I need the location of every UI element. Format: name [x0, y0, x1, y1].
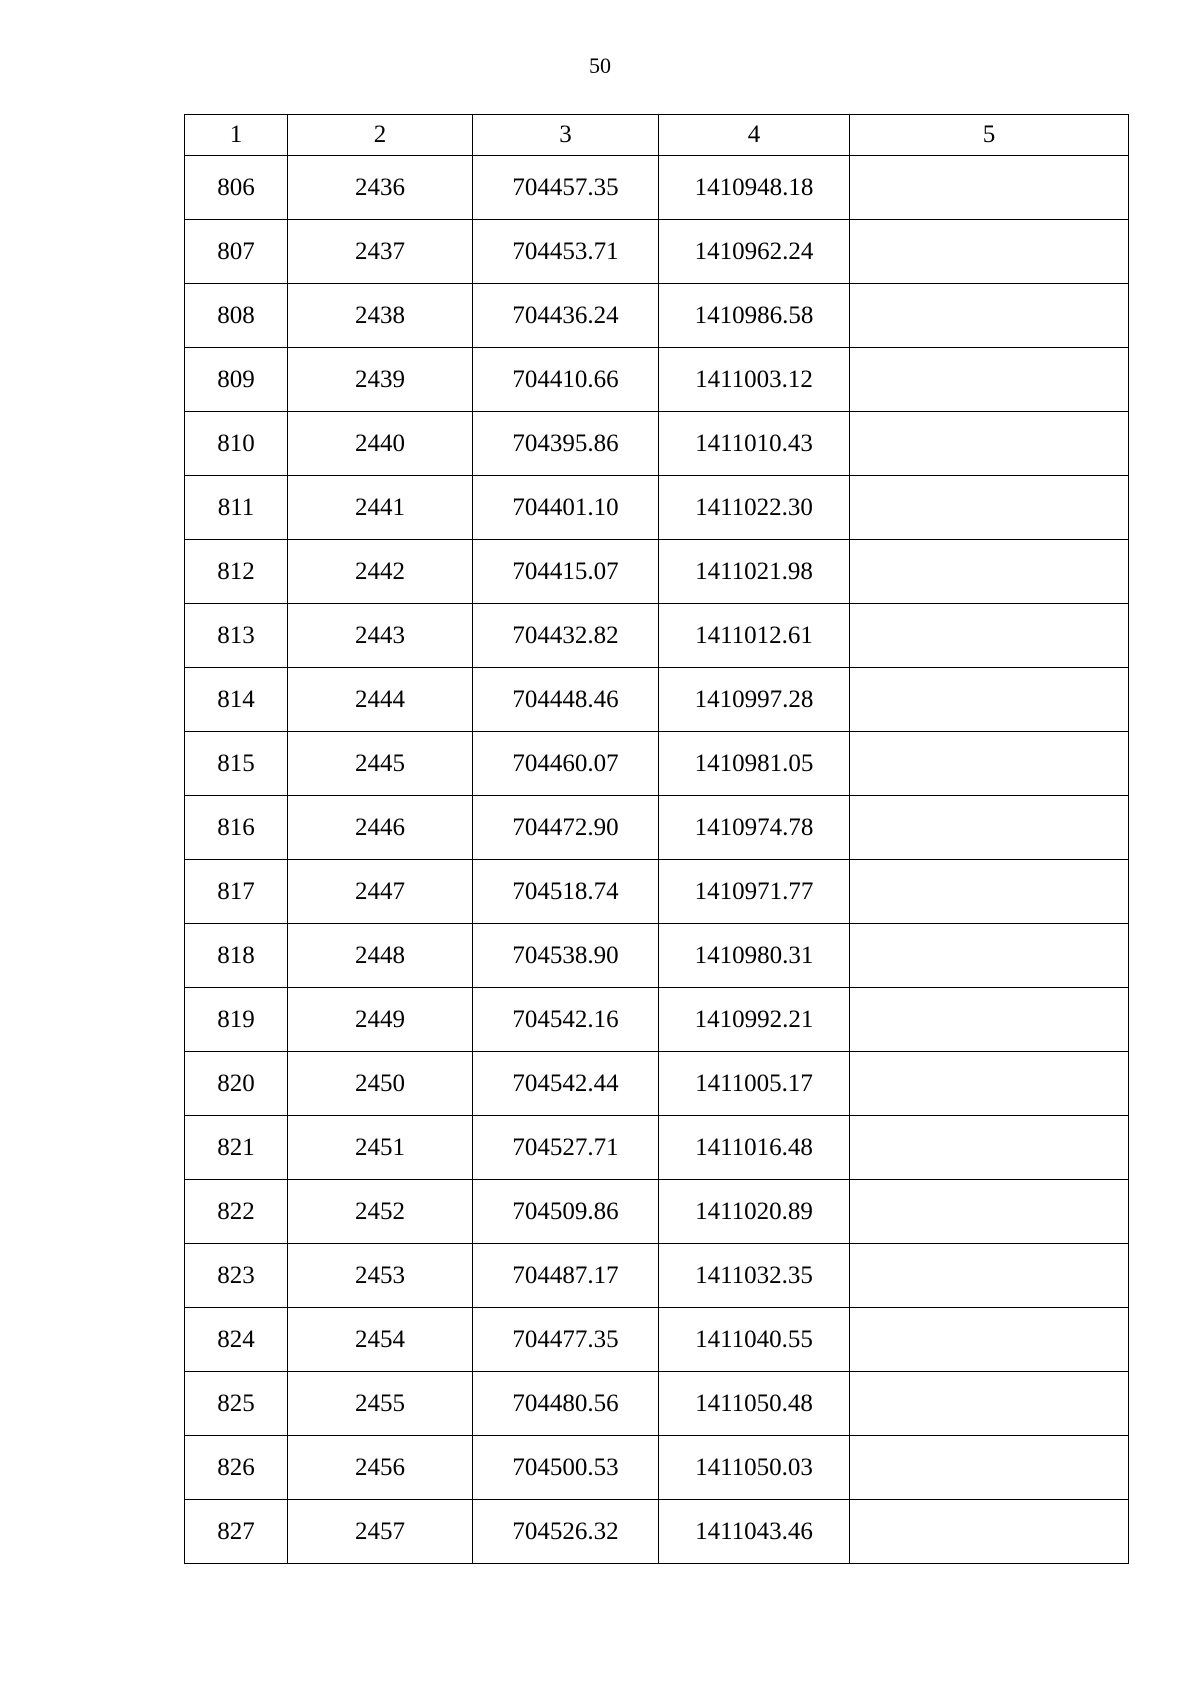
- table-row: [185, 668, 1129, 732]
- table-row: [185, 412, 1129, 476]
- table-row: [185, 1372, 1129, 1436]
- x-coordinate-cell: 704526.32: [473, 1500, 659, 1564]
- table-row: [185, 1180, 1129, 1244]
- note-cell: [850, 1372, 1129, 1436]
- point-number-cell: 818: [185, 924, 288, 988]
- point-number-cell: 812: [185, 540, 288, 604]
- note-cell: [850, 668, 1129, 732]
- x-coordinate-cell: 704509.86: [473, 1180, 659, 1244]
- station-number-cell: 2440: [288, 412, 473, 476]
- note-cell: [850, 156, 1129, 220]
- y-coordinate-cell: 1410974.78: [659, 796, 850, 860]
- x-coordinate-cell: 704460.07: [473, 732, 659, 796]
- y-coordinate-cell: 1410986.58: [659, 284, 850, 348]
- x-coordinate-cell: 704480.56: [473, 1372, 659, 1436]
- station-number-cell: 2451: [288, 1116, 473, 1180]
- note-cell: [850, 796, 1129, 860]
- station-number-cell: 2436: [288, 156, 473, 220]
- table-row: [185, 988, 1129, 1052]
- note-cell: [850, 284, 1129, 348]
- point-number-cell: 822: [185, 1180, 288, 1244]
- y-coordinate-cell: 1411050.48: [659, 1372, 850, 1436]
- x-coordinate-cell: 704457.35: [473, 156, 659, 220]
- point-number-cell: 816: [185, 796, 288, 860]
- note-cell: [850, 476, 1129, 540]
- x-coordinate-cell: 704415.07: [473, 540, 659, 604]
- point-number-cell: 813: [185, 604, 288, 668]
- point-number-cell: 817: [185, 860, 288, 924]
- station-number-cell: 2443: [288, 604, 473, 668]
- column-header-2: 2: [288, 115, 473, 156]
- x-coordinate-cell: 704477.35: [473, 1308, 659, 1372]
- note-cell: [850, 1116, 1129, 1180]
- point-number-cell: 811: [185, 476, 288, 540]
- y-coordinate-cell: 1411040.55: [659, 1308, 850, 1372]
- station-number-cell: 2441: [288, 476, 473, 540]
- station-number-cell: 2442: [288, 540, 473, 604]
- x-coordinate-cell: 704432.82: [473, 604, 659, 668]
- column-header-4: 4: [659, 115, 850, 156]
- x-coordinate-cell: 704542.16: [473, 988, 659, 1052]
- x-coordinate-cell: 704401.10: [473, 476, 659, 540]
- note-cell: [850, 1500, 1129, 1564]
- station-number-cell: 2438: [288, 284, 473, 348]
- station-number-cell: 2446: [288, 796, 473, 860]
- table-row: [185, 732, 1129, 796]
- y-coordinate-cell: 1411016.48: [659, 1116, 850, 1180]
- note-cell: [850, 1244, 1129, 1308]
- y-coordinate-cell: 1411003.12: [659, 348, 850, 412]
- x-coordinate-cell: 704518.74: [473, 860, 659, 924]
- note-cell: [850, 604, 1129, 668]
- station-number-cell: 2449: [288, 988, 473, 1052]
- y-coordinate-cell: 1410981.05: [659, 732, 850, 796]
- station-number-cell: 2444: [288, 668, 473, 732]
- x-coordinate-cell: 704436.24: [473, 284, 659, 348]
- table-header-row: [185, 115, 1129, 156]
- table-row: [185, 860, 1129, 924]
- station-number-cell: 2445: [288, 732, 473, 796]
- note-cell: [850, 348, 1129, 412]
- table-row: [185, 1500, 1129, 1564]
- table-row: [185, 796, 1129, 860]
- table-row: [185, 1052, 1129, 1116]
- station-number-cell: 2439: [288, 348, 473, 412]
- point-number-cell: 821: [185, 1116, 288, 1180]
- column-header-1: 1: [185, 115, 288, 156]
- y-coordinate-cell: 1411043.46: [659, 1500, 850, 1564]
- station-number-cell: 2437: [288, 220, 473, 284]
- station-number-cell: 2450: [288, 1052, 473, 1116]
- point-number-cell: 815: [185, 732, 288, 796]
- note-cell: [850, 732, 1129, 796]
- table-body: [185, 156, 1129, 1564]
- station-number-cell: 2457: [288, 1500, 473, 1564]
- y-coordinate-cell: 1410971.77: [659, 860, 850, 924]
- table-row: [185, 540, 1129, 604]
- x-coordinate-cell: 704542.44: [473, 1052, 659, 1116]
- note-cell: [850, 988, 1129, 1052]
- x-coordinate-cell: 704453.71: [473, 220, 659, 284]
- table-row: [185, 348, 1129, 412]
- x-coordinate-cell: 704500.53: [473, 1436, 659, 1500]
- y-coordinate-cell: 1411010.43: [659, 412, 850, 476]
- note-cell: [850, 220, 1129, 284]
- point-number-cell: 806: [185, 156, 288, 220]
- y-coordinate-cell: 1410948.18: [659, 156, 850, 220]
- table-row: [185, 476, 1129, 540]
- point-number-cell: 820: [185, 1052, 288, 1116]
- x-coordinate-cell: 704395.86: [473, 412, 659, 476]
- y-coordinate-cell: 1411021.98: [659, 540, 850, 604]
- note-cell: [850, 860, 1129, 924]
- y-coordinate-cell: 1411032.35: [659, 1244, 850, 1308]
- table-row: [185, 924, 1129, 988]
- note-cell: [850, 540, 1129, 604]
- y-coordinate-cell: 1410980.31: [659, 924, 850, 988]
- x-coordinate-cell: 704538.90: [473, 924, 659, 988]
- point-number-cell: 810: [185, 412, 288, 476]
- table-row: [185, 156, 1129, 220]
- y-coordinate-cell: 1411012.61: [659, 604, 850, 668]
- column-header-3: 3: [473, 115, 659, 156]
- note-cell: [850, 1052, 1129, 1116]
- station-number-cell: 2448: [288, 924, 473, 988]
- note-cell: [850, 924, 1129, 988]
- note-cell: [850, 1180, 1129, 1244]
- point-number-cell: 826: [185, 1436, 288, 1500]
- table-row: [185, 284, 1129, 348]
- y-coordinate-cell: 1410992.21: [659, 988, 850, 1052]
- point-number-cell: 807: [185, 220, 288, 284]
- point-number-cell: 824: [185, 1308, 288, 1372]
- note-cell: [850, 412, 1129, 476]
- note-cell: [850, 1436, 1129, 1500]
- column-header-5: 5: [850, 115, 1129, 156]
- y-coordinate-cell: 1411050.03: [659, 1436, 850, 1500]
- station-number-cell: 2454: [288, 1308, 473, 1372]
- point-number-cell: 825: [185, 1372, 288, 1436]
- table-row: [185, 1244, 1129, 1308]
- note-cell: [850, 1308, 1129, 1372]
- point-number-cell: 814: [185, 668, 288, 732]
- y-coordinate-cell: 1410997.28: [659, 668, 850, 732]
- station-number-cell: 2456: [288, 1436, 473, 1500]
- y-coordinate-cell: 1411020.89: [659, 1180, 850, 1244]
- page-number: 50: [589, 53, 611, 78]
- station-number-cell: 2452: [288, 1180, 473, 1244]
- station-number-cell: 2453: [288, 1244, 473, 1308]
- station-number-cell: 2447: [288, 860, 473, 924]
- x-coordinate-cell: 704448.46: [473, 668, 659, 732]
- x-coordinate-cell: 704527.71: [473, 1116, 659, 1180]
- station-number-cell: 2455: [288, 1372, 473, 1436]
- point-number-cell: 827: [185, 1500, 288, 1564]
- table-row: [185, 1436, 1129, 1500]
- x-coordinate-cell: 704487.17: [473, 1244, 659, 1308]
- y-coordinate-cell: 1411022.30: [659, 476, 850, 540]
- x-coordinate-cell: 704410.66: [473, 348, 659, 412]
- table-row: [185, 220, 1129, 284]
- x-coordinate-cell: 704472.90: [473, 796, 659, 860]
- table-row: [185, 1308, 1129, 1372]
- point-number-cell: 819: [185, 988, 288, 1052]
- coordinates-table: [184, 114, 1129, 1564]
- table-row: [185, 604, 1129, 668]
- point-number-cell: 823: [185, 1244, 288, 1308]
- y-coordinate-cell: 1411005.17: [659, 1052, 850, 1116]
- table-row: [185, 1116, 1129, 1180]
- point-number-cell: 809: [185, 348, 288, 412]
- y-coordinate-cell: 1410962.24: [659, 220, 850, 284]
- point-number-cell: 808: [185, 284, 288, 348]
